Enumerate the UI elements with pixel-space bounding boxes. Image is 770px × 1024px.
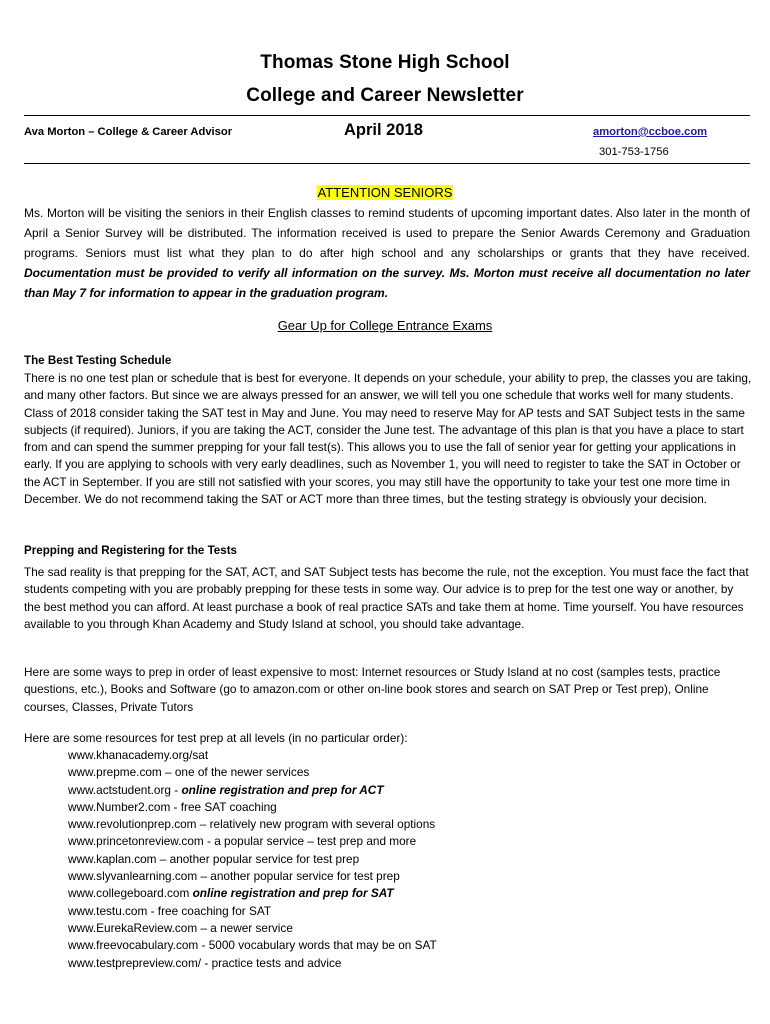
resource-item[interactable]: www.revolutionprep.com – relatively new program with several options [68, 817, 436, 832]
testing-schedule-heading: The Best Testing Schedule [24, 354, 172, 367]
newsletter-title: College and Career Newsletter [246, 85, 524, 106]
gear-up-heading: Gear Up for College Entrance Exams [277, 318, 493, 333]
advisor-email-link[interactable]: amorton@ccboe.com [593, 126, 708, 138]
header-bottom-rule [24, 163, 750, 164]
resource-item[interactable]: www.princetonreview.com - a popular service – test prep and more [68, 834, 417, 849]
resource-item[interactable]: www.kaplan.com – another popular service for test prep [68, 851, 360, 866]
resource-item[interactable]: www.prepme.com – one of the newer services [68, 765, 310, 780]
resource-item[interactable]: www.freevocabulary.com - 5000 vocabulary words that may be on SAT [68, 938, 437, 953]
school-title: Thomas Stone High School [260, 52, 510, 73]
resources-intro: Here are some resources for test prep at all levels (in no particular order): [24, 731, 408, 745]
resource-list [68, 747, 748, 972]
attention-heading-text: ATTENTION SENIORS [317, 185, 453, 200]
header-top-rule [24, 115, 750, 116]
attention-seniors-heading [0, 185, 770, 200]
issue-date: April 2018 [344, 121, 423, 139]
resource-item[interactable]: www.slyvanlearning.com – another popular service for test prep [68, 869, 400, 884]
resource-item[interactable]: www.testu.com - free coaching for SAT [68, 903, 272, 918]
resource-item[interactable]: www.testprepreview.com/ - practice tests and advice [68, 955, 342, 970]
attention-emphasis: Documentation must be provided to verify all information on the survey. Ms. Morton must receive all documentation no later than May 7 for information to appear in the graduation program. [24, 266, 750, 300]
attention-paragraph [24, 203, 750, 303]
resource-item[interactable]: www.collegeboard.com online registration and prep for SAT [68, 886, 394, 901]
resource-item[interactable]: www.Number2.com - free SAT coaching [68, 799, 277, 814]
prepping-heading: Prepping and Registering for the Tests [24, 544, 238, 557]
resource-item[interactable]: www.actstudent.org - online registration and prep for ACT [68, 782, 384, 797]
advisor-phone: 301-753-1756 [599, 146, 669, 158]
advisor-name: Ava Morton – College & Career Advisor [24, 126, 233, 138]
resource-item[interactable]: www.EurekaReview.com – a newer service [68, 920, 293, 935]
attention-text: Ms. Morton will be visiting the seniors in their English classes to remind students of upcoming important dates. Also later in the month of April a Senior Survey will be distributed. The information received is used to prepare the Senior Awards Ceremony and Graduation programs. Seniors must list what they plan to do after high school and any scholarships or grants that they have received. [24, 206, 750, 260]
testing-schedule-paragraph: There is no one test plan or schedule that is best for everyone. It depends on your schedule, your ability to prep, the classes you are taking, and many other factors. But since we are always pressed for an answer, we will tell you one schedule that works well for many students. Class of 2018 consider taking the SAT test in May and June. You may need to reserve May for AP tests and SAT Subject tests in the same subjects (if required). Juniors, if you are taking the ACT, consider the June test. The advantage of this plan is that you have a place to start from and can spend the summer prepping for your fall test(s). This allows you to use the fall of senior year for getting your applications in early. If you are applying to schools with very early deadlines, such as November 1, you will need to register to take the SAT in October or the ACT in September. If you are still not satisfied with your scores, you may still have the opportunity to take your test one more time in December. We do not recommend taking the SAT or ACT more than three times, but the testing strategy is obviously your decision. [24, 371, 752, 507]
ways-to-prep-paragraph: Here are some ways to prep in order of least expensive to most: Internet resources or Study Island at no cost (samples tests, practice questions, etc.), Books and Software (go to amazon.com or other on-line book stores and search on SAT Prep or Test prep), Online courses, Classes, Private Tutors [24, 665, 721, 714]
prepping-paragraph: The sad reality is that prepping for the SAT, ACT, and SAT Subject tests has become the rule, not the exception. You must face the fact that students competing with you are probably prepping for these tests in some way. Our advice is to prep for the test one way or another, by the best method you can afford. At least purchase a book of real practice SATs and take them at home. Time yourself. You have resources available to you through Khan Academy and Study Island at school, you should take advantage. [24, 565, 749, 631]
resource-item[interactable]: www.khanacademy.org/sat [68, 748, 209, 762]
